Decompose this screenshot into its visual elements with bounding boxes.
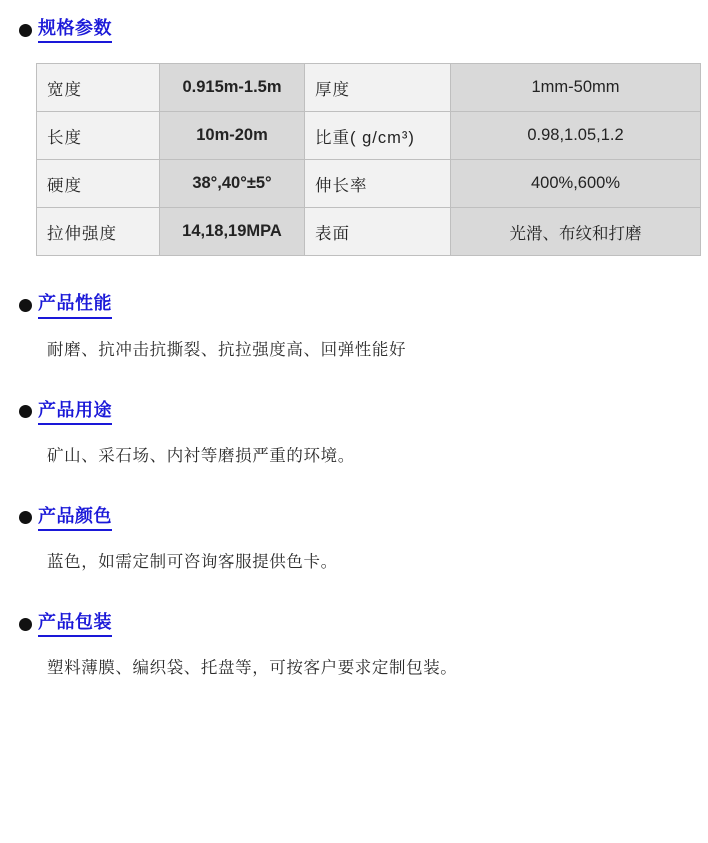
cell-label-elongation: 伸长率 <box>305 160 451 208</box>
cell-label-length: 长度 <box>37 112 160 160</box>
cell-value-width: 0.915m-1.5m <box>160 64 305 112</box>
cell-label-density: 比重( g/cm³) <box>305 112 451 160</box>
document-page <box>0 17 708 843</box>
section-color <box>19 505 694 575</box>
cell-label-thickness: 厚度 <box>305 64 451 112</box>
cell-value-density: 0.98,1.05,1.2 <box>451 112 701 160</box>
cell-value-length: 10m-20m <box>160 112 305 160</box>
section-performance <box>19 292 694 362</box>
section-usage <box>19 399 694 469</box>
section-heading-usage <box>19 399 694 425</box>
section-heading-specs-label: 规格参数 <box>38 17 112 43</box>
section-heading-color-label: 产品颜色 <box>38 505 112 531</box>
cell-label-tensile: 拉伸强度 <box>37 208 160 256</box>
bullet-dot-icon <box>19 24 32 37</box>
section-heading-usage-label: 产品用途 <box>38 399 112 425</box>
table-row <box>37 160 701 208</box>
cell-value-tensile: 14,18,19MPA <box>160 208 305 256</box>
bullet-dot-icon <box>19 405 32 418</box>
section-heading-color <box>19 505 694 531</box>
cell-value-hardness: 38°,40°±5° <box>160 160 305 208</box>
cell-value-surface: 光滑、布纹和打磨 <box>451 208 701 256</box>
section-heading-performance-label: 产品性能 <box>38 292 112 318</box>
section-color-body: 蓝色，如需定制可咨询客服提供色卡。 <box>47 553 338 572</box>
bullet-dot-icon <box>19 299 32 312</box>
bullet-dot-icon <box>19 511 32 524</box>
table-row <box>37 64 701 112</box>
cell-label-width: 宽度 <box>37 64 160 112</box>
cell-label-surface: 表面 <box>305 208 451 256</box>
section-heading-performance <box>19 292 694 318</box>
table-row <box>37 208 701 256</box>
section-heading-packaging-label: 产品包装 <box>38 611 112 637</box>
cell-label-hardness: 硬度 <box>37 160 160 208</box>
section-performance-body: 耐磨、抗冲击抗撕裂、抗拉强度高、回弹性能好 <box>47 340 407 359</box>
section-heading-packaging <box>19 611 694 637</box>
section-heading-specs <box>19 17 694 43</box>
section-packaging-body: 塑料薄膜、编织袋、托盘等，可按客户要求定制包装。 <box>47 659 458 678</box>
section-packaging <box>19 611 694 681</box>
spec-table-wrapper <box>36 63 694 256</box>
bullet-dot-icon <box>19 618 32 631</box>
spec-table <box>36 63 701 256</box>
table-row <box>37 112 701 160</box>
cell-value-thickness: 1mm-50mm <box>451 64 701 112</box>
cell-value-elongation: 400%,600% <box>451 160 701 208</box>
section-usage-body: 矿山、采石场、内衬等磨损严重的环境。 <box>47 446 355 465</box>
